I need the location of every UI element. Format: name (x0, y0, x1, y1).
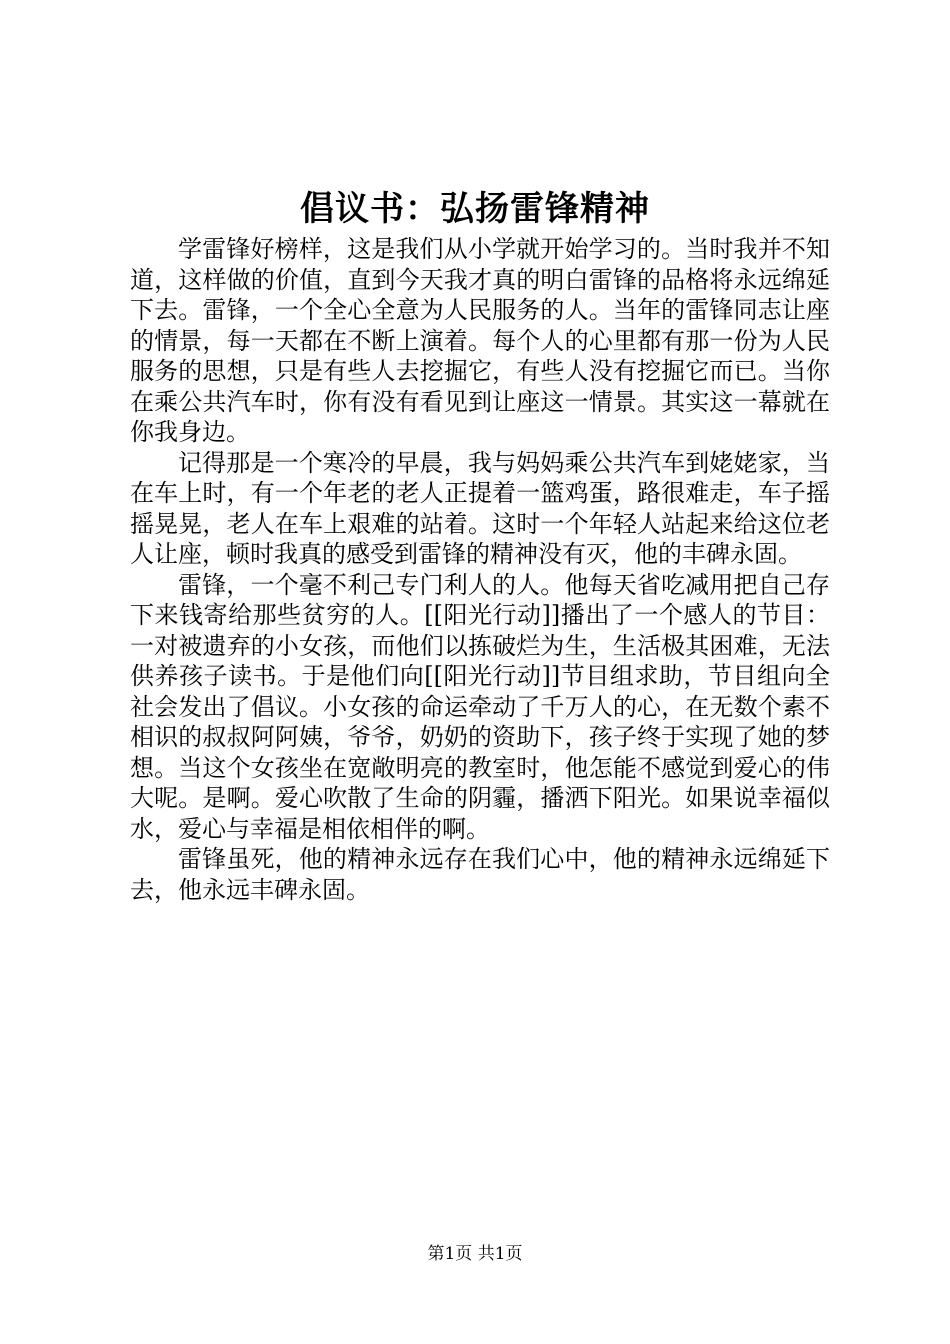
document-title: 倡议书：弘扬雷锋精神 (300, 189, 650, 229)
paragraph-3: 雷锋，一个毫不利己专门利人的人。他每天省吃减用把自己存下来钱寄给那些贫穷的人。[[阳光行动]]播出了一个感人的节目：一对被遗弃的小女孩，而他们以拣破烂为生，生活极其困难，无法供养孩子读书。于是他们向[[阳光行动]]节目组求助，节目组向全社会发出了倡议。小女孩的命运牵动了千万人的心，在无数个素不相识的叔叔阿阿姨，爷爷，奶奶的资助下，孩子终于实现了她的梦想。当这个女孩坐在宽敞明亮的教室时，他怎能不感觉到爱心的伟大呢。是啊。爱心吹散了生命的阴霾，播洒下阳光。如果说幸福似水，爱心与幸福是相依相伴的啊。 (130, 570, 830, 843)
page-footer (0, 1243, 950, 1265)
paragraph-1: 学雷锋好榜样，这是我们从小学就开始学习的。当时我并不知道，这样做的价值，直到今天我才真的明白雷锋的品格将永远绵延下去。雷锋，一个全心全意为人民服务的人。当年的雷锋同志让座的情景，每一天都在不断上演着。每个人的心里都有那一份为人民服务的思想，只是有些人去挖掘它，有些人没有挖掘它而已。当你在乘公共汽车时，你有没有看见到让座这一情景。其实这一幕就在你我身边。 (130, 235, 830, 446)
page-number: 第1页 共1页 (427, 1244, 523, 1264)
paragraph-2: 记得那是一个寒冷的早晨，我与妈妈乘公共汽车到姥姥家，当在车上时，有一个年老的老人正提着一篮鸡蛋，路很难走，车子摇摇晃晃，老人在车上艰难的站着。这时一个年轻人站起来给这位老人让座，顿时我真的感受到雷锋的精神没有灭，他的丰碑永固。 (130, 448, 830, 568)
paragraph-4: 雷锋虽死，他的精神永远存在我们心中，他的精神永远绵延下去，他永远丰碑永固。 (130, 845, 830, 904)
document-body (130, 234, 830, 905)
